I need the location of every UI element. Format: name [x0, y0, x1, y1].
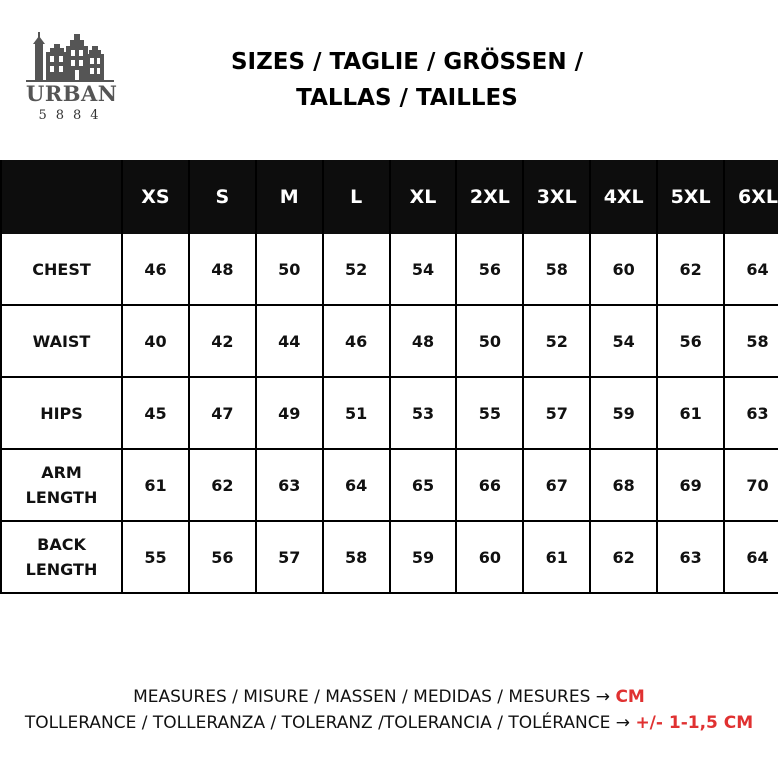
- table-row-back-length: [1, 521, 778, 593]
- row-label: HIPS: [1, 377, 122, 449]
- table-cell: 56: [657, 305, 724, 377]
- brand-number: 5884: [38, 108, 108, 123]
- table-cell: 56: [189, 521, 256, 593]
- table-cell: 62: [657, 234, 724, 305]
- tolerance-note: [0, 710, 778, 736]
- tolerance-value: +/- 1-1,5 CM: [635, 713, 754, 733]
- size-header-cell: 5XL: [657, 160, 724, 234]
- table-cell: 52: [523, 305, 590, 377]
- table-cell: 49: [256, 377, 323, 449]
- size-header-cell: L: [323, 160, 390, 234]
- table-cell: 69: [657, 449, 724, 521]
- table-cell: 59: [390, 521, 457, 593]
- size-table-container: [0, 160, 778, 602]
- table-cell: 40: [122, 305, 189, 377]
- row-label: BACK LENGTH: [1, 521, 122, 593]
- table-cell: 51: [323, 377, 390, 449]
- table-cell: 48: [189, 234, 256, 305]
- table-cell: 55: [456, 377, 523, 449]
- table-cell: 60: [590, 234, 657, 305]
- size-header-row: [1, 160, 778, 234]
- table-cell: 63: [256, 449, 323, 521]
- table-cell: 59: [590, 377, 657, 449]
- header-corner-cell: [1, 160, 122, 234]
- table-cell: 70: [724, 449, 778, 521]
- table-cell: 45: [122, 377, 189, 449]
- canal-houses-icon: [26, 30, 114, 82]
- size-header-cell: 6XL: [724, 160, 778, 234]
- table-cell: 56: [456, 234, 523, 305]
- table-row-arm-length: [1, 449, 778, 521]
- size-header-cell: 2XL: [456, 160, 523, 234]
- table-cell: 64: [724, 234, 778, 305]
- table-cell: 54: [590, 305, 657, 377]
- table-row-waist: [1, 305, 778, 377]
- title-line-2: TALLAS / TAILLES: [296, 85, 518, 111]
- table-cell: 46: [323, 305, 390, 377]
- table-cell: 47: [189, 377, 256, 449]
- measures-text: MEASURES / MISURE / MASSEN / MEDIDAS / MESURES →: [133, 687, 611, 707]
- footer-notes: [0, 684, 778, 736]
- table-cell: 58: [724, 305, 778, 377]
- size-header-cell: XL: [390, 160, 457, 234]
- tolerance-text: TOLLERANCE / TOLLERANZA / TOLERANZ /TOLERANCIA / TOLÉRANCE →: [24, 713, 631, 733]
- size-header-cell: XS: [122, 160, 189, 234]
- table-cell: 53: [390, 377, 457, 449]
- table-cell: 67: [523, 449, 590, 521]
- table-cell: 61: [122, 449, 189, 521]
- size-table: [0, 160, 778, 594]
- table-cell: 61: [657, 377, 724, 449]
- measures-unit: CM: [615, 687, 645, 707]
- size-header-cell: M: [256, 160, 323, 234]
- table-cell: 62: [189, 449, 256, 521]
- table-cell: 58: [523, 234, 590, 305]
- row-label: ARM LENGTH: [1, 449, 122, 521]
- size-header-cell: S: [189, 160, 256, 234]
- brand-logo: [26, 30, 118, 126]
- table-cell: 58: [323, 521, 390, 593]
- size-header-cell: 3XL: [523, 160, 590, 234]
- table-cell: 64: [323, 449, 390, 521]
- table-cell: 66: [456, 449, 523, 521]
- table-cell: 60: [456, 521, 523, 593]
- table-cell: 62: [590, 521, 657, 593]
- size-header-cell: 4XL: [590, 160, 657, 234]
- title-line-1: SIZES / TAGLIE / GRÖSSEN /: [230, 49, 584, 75]
- table-cell: 54: [390, 234, 457, 305]
- table-cell: 65: [390, 449, 457, 521]
- table-cell: 44: [256, 305, 323, 377]
- brand-name: URBAN: [26, 81, 118, 106]
- table-cell: 68: [590, 449, 657, 521]
- row-label: CHEST: [1, 234, 122, 305]
- table-cell: 63: [657, 521, 724, 593]
- table-cell: 52: [323, 234, 390, 305]
- table-cell: 48: [390, 305, 457, 377]
- table-cell: 64: [724, 521, 778, 593]
- measures-note: [0, 684, 778, 710]
- table-row-hips: [1, 377, 778, 449]
- table-cell: 57: [523, 377, 590, 449]
- table-cell: 57: [256, 521, 323, 593]
- table-cell: 55: [122, 521, 189, 593]
- page-title: [170, 44, 644, 116]
- row-label: WAIST: [1, 305, 122, 377]
- table-cell: 61: [523, 521, 590, 593]
- table-cell: 42: [189, 305, 256, 377]
- table-cell: 46: [122, 234, 189, 305]
- table-cell: 63: [724, 377, 778, 449]
- table-cell: 50: [456, 305, 523, 377]
- table-row-chest: [1, 234, 778, 305]
- table-cell: 50: [256, 234, 323, 305]
